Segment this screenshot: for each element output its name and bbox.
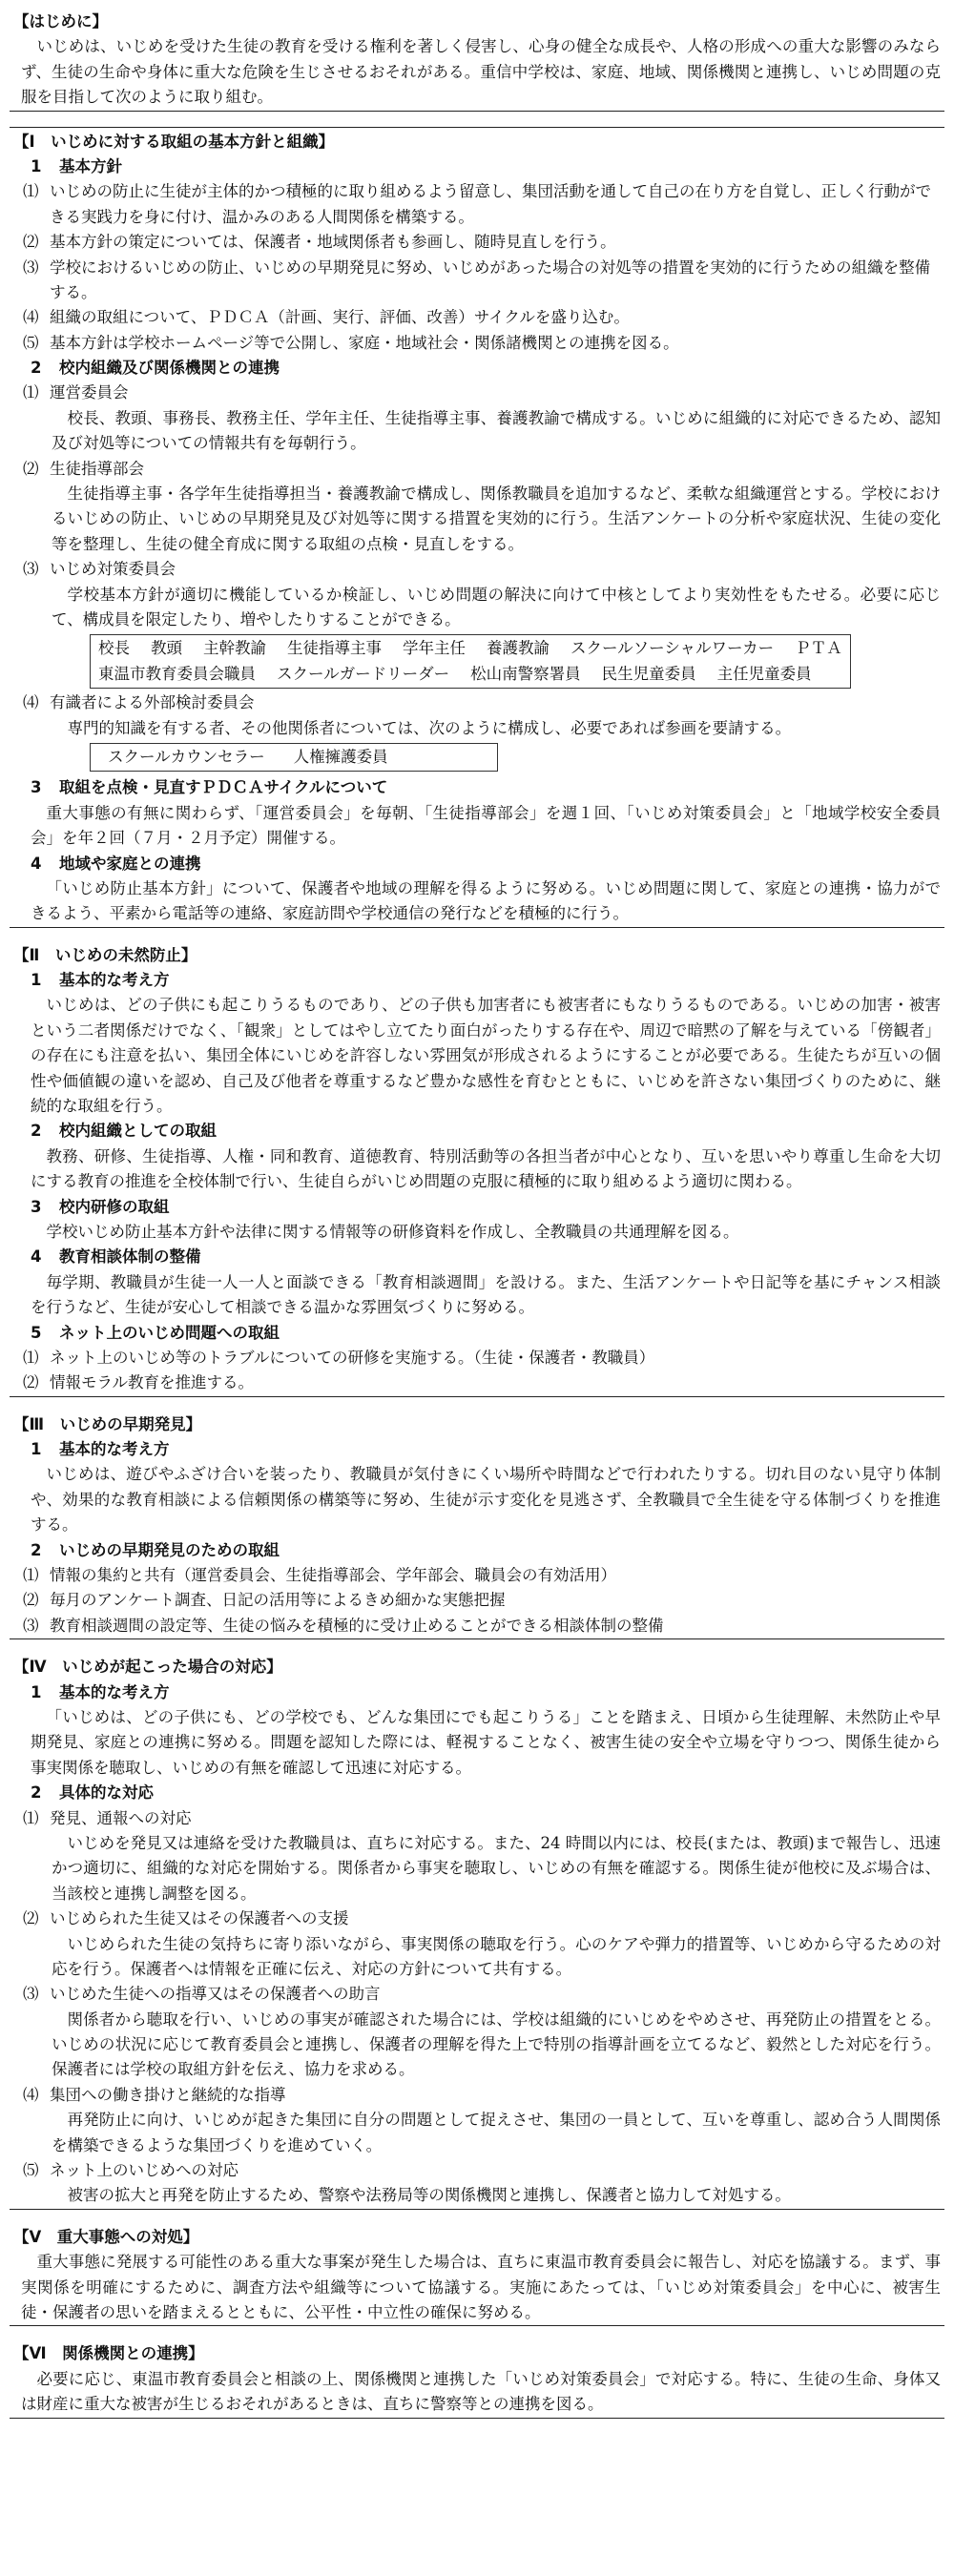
paragraph: 重大事態に発展する可能性のある重大な事案が発生した場合は、直ちに東温市教育委員会に報告し、対応を協議する。まず、事実関係を明確にするために、調査方法や組織等について協議する。実施にあたっては、「いじめ対策委員会」を中心に、被害生徒・保護者の思いを踏まえるとともに、公平性・中立性の確保に努める。 bbox=[21, 2253, 941, 2321]
heading: 5 ネット上のいじめ問題への取組 bbox=[31, 1323, 280, 1342]
response-title: ⑵ いじめられた生徒又はその保護者への支援 bbox=[23, 1909, 349, 1928]
paragraph: いじめは、遊びやふざけ合いを装ったり、教職員が気付きにくい場所や時間などで行われたりする。切れ目のない見守り体制や、効果的な教育相談による信頼関係の構築等に努め、生徒が示す変化を見逃さず、全教職員で全生徒を守る体制づくりを推進する。 bbox=[31, 1465, 942, 1535]
paragraph: 重大事態の有無に関わらず、「運営委員会」を毎朝、「生徒指導部会」を週１回、「いじめ対策委員会」と「地域学校安全委員会」を年２回（７月・２月予定）開催する。 bbox=[31, 803, 941, 848]
response-title: ⑸ ネット上のいじめへの対応 bbox=[23, 2161, 238, 2180]
section-title: 【Ⅲ いじめの早期発見】 bbox=[13, 1414, 202, 1433]
heading: 1 基本的な考え方 bbox=[31, 971, 170, 990]
paragraph: 毎学期、教職員が生徒一人一人と面談できる「教育相談週間」を設ける。また、生活アンケートや日記等を基にチャンス相談を行うなど、生徒が安心して相談できる温かな雰囲気づくりに努める。 bbox=[31, 1272, 941, 1317]
org-description: 学校基本方針が適切に機能しているか検証し、いじめ問題の解決に向けて中核としてより実効性をもたせる。必要に応じて、構成員を限定したり、増やしたりすることができる。 bbox=[52, 585, 941, 629]
section-divider bbox=[10, 2209, 944, 2210]
heading-pdca: 3 取組を点検・見直すＰＤＣＡサイクルについて bbox=[31, 778, 388, 797]
heading-basic-policy: 1 基本方針 bbox=[31, 156, 122, 175]
list-item: ⑵ 基本方針の策定については、保護者・地域関係者も参画し、随時見直しを行う。 bbox=[23, 233, 616, 252]
section-divider bbox=[10, 1638, 944, 1639]
section-title: 【Ⅰ いじめに対する取組の基本方針と組織】 bbox=[13, 132, 335, 151]
response-text: いじめられた生徒の気持ちに寄り添いながら、事実関係の聴取を行う。心のケアや弾力的措置等、いじめから守るための対応を行う。保護者へは情報を正確に伝え、対応の方針について共有する。 bbox=[52, 1934, 941, 1978]
section-divider bbox=[10, 2418, 944, 2419]
response-text: 再発防止に向け、いじめが起きた集団に自分の問題として捉えさせ、集団の一員として、互いを尊重し、認め合う人間関係を構築できるような集団づくりを進めていく。 bbox=[52, 2111, 941, 2154]
response-title: ⑷ 集団への働き掛けと継続的な指導 bbox=[23, 2085, 286, 2104]
response-text: 被害の拡大と再発を防止するため、警察や法務局等の関係機関と連携し、保護者と協力して対処する。 bbox=[67, 2186, 791, 2205]
list-item: ⑵ 情報モラル教育を推進する。 bbox=[23, 1373, 255, 1392]
section-divider bbox=[10, 127, 944, 128]
heading: 2 校内組織としての取組 bbox=[31, 1122, 217, 1141]
paragraph: 「いじめは、どの子供にも、どの学校でも、どんな集団にでも起こりうる」ことを踏まえ、日頃から生徒理解、未然防止や早期発見、家庭との連携に努める。問題を認知した際には、軽視することなく、被害生徒の安全や立場を守りつつ、関係生徒から事実関係を聴取し、いじめの有無を確認して迅速に対応する。 bbox=[31, 1708, 941, 1777]
list-item: ⑷ 組織の取組について、ＰＤＣＡ（計画、実行、評価、改善）サイクルを盛り込む。 bbox=[23, 308, 630, 327]
section-title: 【Ⅱ いじめの未然防止】 bbox=[13, 945, 197, 964]
heading: 2 いじめの早期発見のための取組 bbox=[31, 1540, 280, 1559]
list-item: ⑴ 情報の集約と共有（運営委員会、生徒指導部会、学年部会、職員会の有効活用） bbox=[23, 1566, 616, 1585]
section-title: 【Ⅵ 関係機関との連携】 bbox=[13, 2344, 204, 2363]
org-description: 専門的知識を有する者、その他関係者については、次のように構成し、必要であれば参画を要請する。 bbox=[67, 718, 792, 737]
section-title: 【はじめに】 bbox=[13, 12, 108, 31]
section-6 bbox=[13, 2341, 941, 2418]
section-1 bbox=[13, 127, 941, 928]
members-row: 校長 教頭 主幹教諭 生徒指導主事 学年主任 養護教諭 スクールソーシャルワーカー ＰＴＡ bbox=[98, 639, 842, 658]
list-item: ⑶ 教育相談週間の設定等、生徒の悩みを積極的に受け止めることができる相談体制の整備 bbox=[23, 1616, 664, 1635]
section-intro bbox=[13, 10, 941, 112]
heading: 2 具体的な対応 bbox=[31, 1783, 154, 1803]
document bbox=[13, 8, 941, 2419]
heading: 1 基本的な考え方 bbox=[31, 1440, 170, 1459]
response-text: 関係者から聴取を行い、いじめの事実が確認された場合には、学校は組織的にいじめをやめさせ、再発防止の措置をとる。いじめの状況に応じて教育委員会と連携し、保護者の理解を得た上で特別の指導計画を立てるなど、毅然とした対応を行う。保護者には学校の取組方針を伝え、協力を求める。 bbox=[52, 2009, 941, 2079]
list-item: ⑸ 基本方針は学校ホームページ等で公開し、家庭・地域社会・関係諸機関との連携を図る。 bbox=[23, 333, 679, 352]
section-divider bbox=[10, 927, 944, 928]
list-item: ⑵ 毎月のアンケート調査、日記の活用等によるきめ細かな実態把握 bbox=[23, 1591, 506, 1610]
paragraph: 教務、研修、生徒指導、人権・同和教育、道徳教育、特別活動等の各担当者が中心となり、互いを思いやり尊重し生命を大切にする教育の推進を全校体制で行い、生徒自らがいじめ問題の克服に積極的に取り組めるよう適切に関わる。 bbox=[31, 1146, 941, 1191]
org-title: ⑵ 生徒指導部会 bbox=[23, 459, 144, 478]
members-box bbox=[90, 634, 851, 689]
section-title: 【Ⅳ いじめが起こった場合の対応】 bbox=[13, 1658, 282, 1677]
section-divider bbox=[10, 2325, 944, 2326]
section-5 bbox=[13, 2225, 941, 2327]
heading-community: 4 地域や家庭との連携 bbox=[31, 854, 201, 873]
org-title: ⑶ いじめ対策委員会 bbox=[23, 560, 176, 579]
org-title: ⑴ 運営委員会 bbox=[23, 383, 129, 402]
org-description: 校長、教頭、事務長、教務主任、学年主任、生徒指導主事、養護教諭で構成する。いじめに組織的に対応できるため、認知及び対処等についての情報共有を毎朝行う。 bbox=[52, 408, 941, 453]
section-divider bbox=[10, 1396, 944, 1397]
section-title: 【Ⅴ 重大事態への対処】 bbox=[13, 2227, 199, 2246]
paragraph: 学校いじめ防止基本方針や法律に関する情報等の研修資料を作成し、全教職員の共通理解を図る。 bbox=[46, 1222, 739, 1241]
heading: 3 校内研修の取組 bbox=[31, 1197, 170, 1216]
members-row: 東温市教育委員会職員 スクールガードリーダー 松山南警察署員 民生児童委員 主任児童委員 bbox=[98, 664, 812, 683]
section-2 bbox=[13, 943, 941, 1397]
paragraph: 必要に応じ、東温市教育委員会と相談の上、関係機関と連携した「いじめ対策委員会」で対応する。特に、生徒の生命、身体又は財産に重大な被害が生じるおそれがあるときは、直ちに警察等との連携を図る。 bbox=[21, 2369, 941, 2414]
heading-organization: 2 校内組織及び関係機関との連携 bbox=[31, 359, 280, 378]
external-members-box: スクールカウンセラー 人権擁護委員 bbox=[90, 743, 498, 772]
heading: 4 教育相談体制の整備 bbox=[31, 1247, 201, 1267]
intro-paragraph: いじめは、いじめを受けた生徒の教育を受ける権利を著しく侵害し、心身の健全な成長や、人格の形成への重大な影響のみならず、生徒の生命や身体に重大な危険を生じさせるおそれがある。重信中学校は、家庭、地域、関係機関と連携し、いじめ問題の克服を目指して次のように取り組む。 bbox=[21, 37, 941, 107]
paragraph: 「いじめ防止基本方針」について、保護者や地域の理解を得るように努める。いじめ問題に関して、家庭との連携・協力ができるよう、平素から電話等の連絡、家庭訪問や学校通信の発行などを積極的に行う。 bbox=[31, 878, 941, 923]
heading: 1 基本的な考え方 bbox=[31, 1682, 170, 1701]
paragraph: いじめは、どの子供にも起こりうるものであり、どの子供も加害者にも被害者にもなりうるものである。いじめの加害・被害という二者関係だけでなく、「観衆」としてはやし立てたり面白がったりする存在や、周辺で暗黙の了解を与えている「傍観者」の存在にも注意を払い、集団全体にいじめを許容しない雰囲気が形成されるようにすることが必要である。生徒たちが互いの個性や価値観の違いを認め、自己及び他者を尊重するなど豊かな感性を育むとともに、いじめを許さない集団づくりのために、継続的な取組を行う。 bbox=[31, 996, 941, 1116]
section-divider bbox=[10, 111, 944, 112]
section-4 bbox=[13, 1655, 941, 2210]
response-title: ⑴ 発見、通報への対応 bbox=[23, 1808, 192, 1827]
response-text: いじめを発見又は連絡を受けた教職員は、直ちに対応する。また、24 時間以内には、校長(または、教頭)まで報告し、迅速かつ適切に、組織的な対応を開始する。関係者から事実を聴取し、いじめの有無を確認する。関係生徒が他校に及ぶ場合は、当該校と連携し調整を図る。 bbox=[52, 1833, 941, 1903]
response-title: ⑶ いじめた生徒への指導又はその保護者への助言 bbox=[23, 1985, 381, 2004]
list-item: ⑴ いじめの防止に生徒が主体的かつ積極的に取り組めるよう留意し、集団活動を通して自己の在り方を自覚し、正しく行動ができる実践力を身に付け、温かみのある人間関係を構築する。 bbox=[23, 182, 931, 226]
section-3 bbox=[13, 1412, 941, 1640]
list-item: ⑴ ネット上のいじめ等のトラブルについての研修を実施する。（生徒・保護者・教職員） bbox=[23, 1348, 655, 1367]
org-title: ⑷ 有識者による外部検討委員会 bbox=[23, 693, 255, 712]
list-item: ⑶ 学校におけるいじめの防止、いじめの早期発見に努め、いじめがあった場合の対処等の措置を実効的に行うための組織を整備する。 bbox=[23, 258, 931, 301]
org-description: 生徒指導主事・各学年生徒指導担当・養護教諭で構成し、関係教職員を追加するなど、柔軟な組織運営とする。学校におけるいじめの防止、いじめの早期発見及び対処等に関する措置を実効的に行う。生活アンケートの分析や家庭状況、生徒の変化等を整理し、生徒の健全育成に関する取組の点検・見直しをする。 bbox=[52, 484, 941, 553]
